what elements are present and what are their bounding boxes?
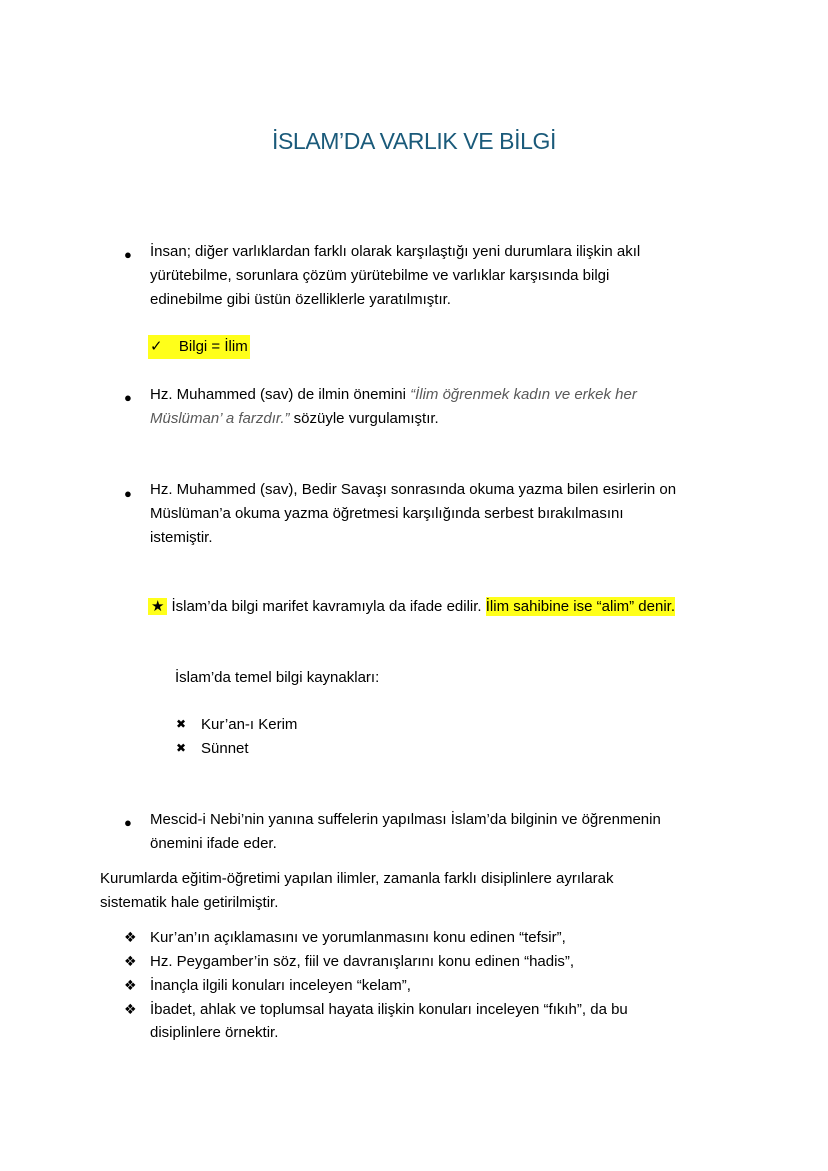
- bullet-3-line-1: Hz. Muhammed (sav), Bedir Savaşı sonrasında okuma yazma bilen esirlerin on: [150, 481, 677, 498]
- paragraph-line-1: Kurumlarda eğitim-öğretimi yapılan ilimler, zamanla farklı disiplinlere ayrılarak: [100, 870, 614, 887]
- check-note: [148, 335, 250, 359]
- star-note: [148, 595, 675, 619]
- discipline-item: İnançla ilgili konuları inceleyen “kelam”,: [150, 977, 411, 994]
- bullet-dot-icon: ●: [124, 390, 132, 405]
- cross-bullet-icon: ✖: [176, 741, 187, 755]
- checkmark-icon: ✓: [150, 338, 163, 355]
- cross-bullet-icon: ✖: [176, 717, 187, 731]
- hadith-quote-part-1: “İlim öğrenmek kadın ve erkek her: [410, 386, 637, 403]
- bullet-2-line-1: [150, 383, 637, 407]
- bullet-dot-icon: ●: [124, 815, 132, 830]
- diamond-bullet-icon: ❖: [124, 977, 137, 993]
- discipline-item: Kur’an’ın açıklamasını ve yorumlanmasını konu edinen “tefsir”,: [150, 929, 566, 946]
- diamond-bullet-icon: ❖: [124, 953, 137, 969]
- bullet-4-line-1: Mescid-i Nebi’nin yanına suffelerin yapılması İslam’da bilginin ve öğrenmenin: [150, 811, 661, 828]
- star-icon: ★: [148, 598, 167, 615]
- bullet-2-line-2: [150, 407, 439, 431]
- bullet-4-line-2: önemini ifade eder.: [150, 835, 277, 852]
- hadith-quote-part-2: Müslüman’ a farzdır.”: [150, 410, 290, 427]
- discipline-item: İbadet, ahlak ve toplumsal hayata ilişkin konuları inceleyen “fıkıh”, da bu: [150, 1001, 628, 1018]
- bullet-3-line-3: istemiştir.: [150, 529, 213, 546]
- bullet-dot-icon: ●: [124, 247, 132, 262]
- bullet-1-line-2: yürütebilme, sorunlara çözüm yürütebilme ve varlıklar karşısında bilgi: [150, 267, 610, 284]
- discipline-item: Hz. Peygamber’in söz, fiil ve davranışlarını konu edinen “hadis”,: [150, 953, 575, 970]
- bullet-2-prefix: Hz. Muhammed (sav) de ilmin önemini: [150, 386, 411, 403]
- diamond-bullet-icon: ❖: [124, 1001, 137, 1017]
- sources-heading: İslam’da temel bilgi kaynakları:: [175, 669, 380, 686]
- bullet-1-line-3: edinebilme gibi üstün özelliklerle yaratılmıştır.: [150, 291, 451, 308]
- paragraph-line-2: sistematik hale getirilmiştir.: [100, 894, 279, 911]
- diamond-bullet-icon: ❖: [124, 929, 137, 945]
- bullet-dot-icon: ●: [124, 486, 132, 501]
- star-note-text: İslam’da bilgi marifet kavramıyla da ifade edilir.: [171, 598, 482, 615]
- bullet-1-line-1: İnsan; diğer varlıklardan farklı olarak karşılaştığı yeni durumlara ilişkin akıl: [150, 243, 641, 260]
- bullet-2-suffix: sözüyle vurgulamıştır.: [289, 410, 439, 427]
- source-item: Kur’an-ı Kerim: [201, 716, 298, 733]
- page-title: İSLAM’DA VARLIK VE BİLGİ: [272, 128, 556, 154]
- check-note-text: Bilgi = İlim: [178, 338, 248, 355]
- star-note-highlight: İlim sahibine ise “alim” denir.: [485, 598, 676, 615]
- bullet-3-line-2: Müslüman’a okuma yazma öğretmesi karşılığında serbest bırakılmasını: [150, 505, 624, 522]
- discipline-continuation: disiplinlere örnektir.: [150, 1024, 279, 1041]
- source-item: Sünnet: [201, 740, 249, 757]
